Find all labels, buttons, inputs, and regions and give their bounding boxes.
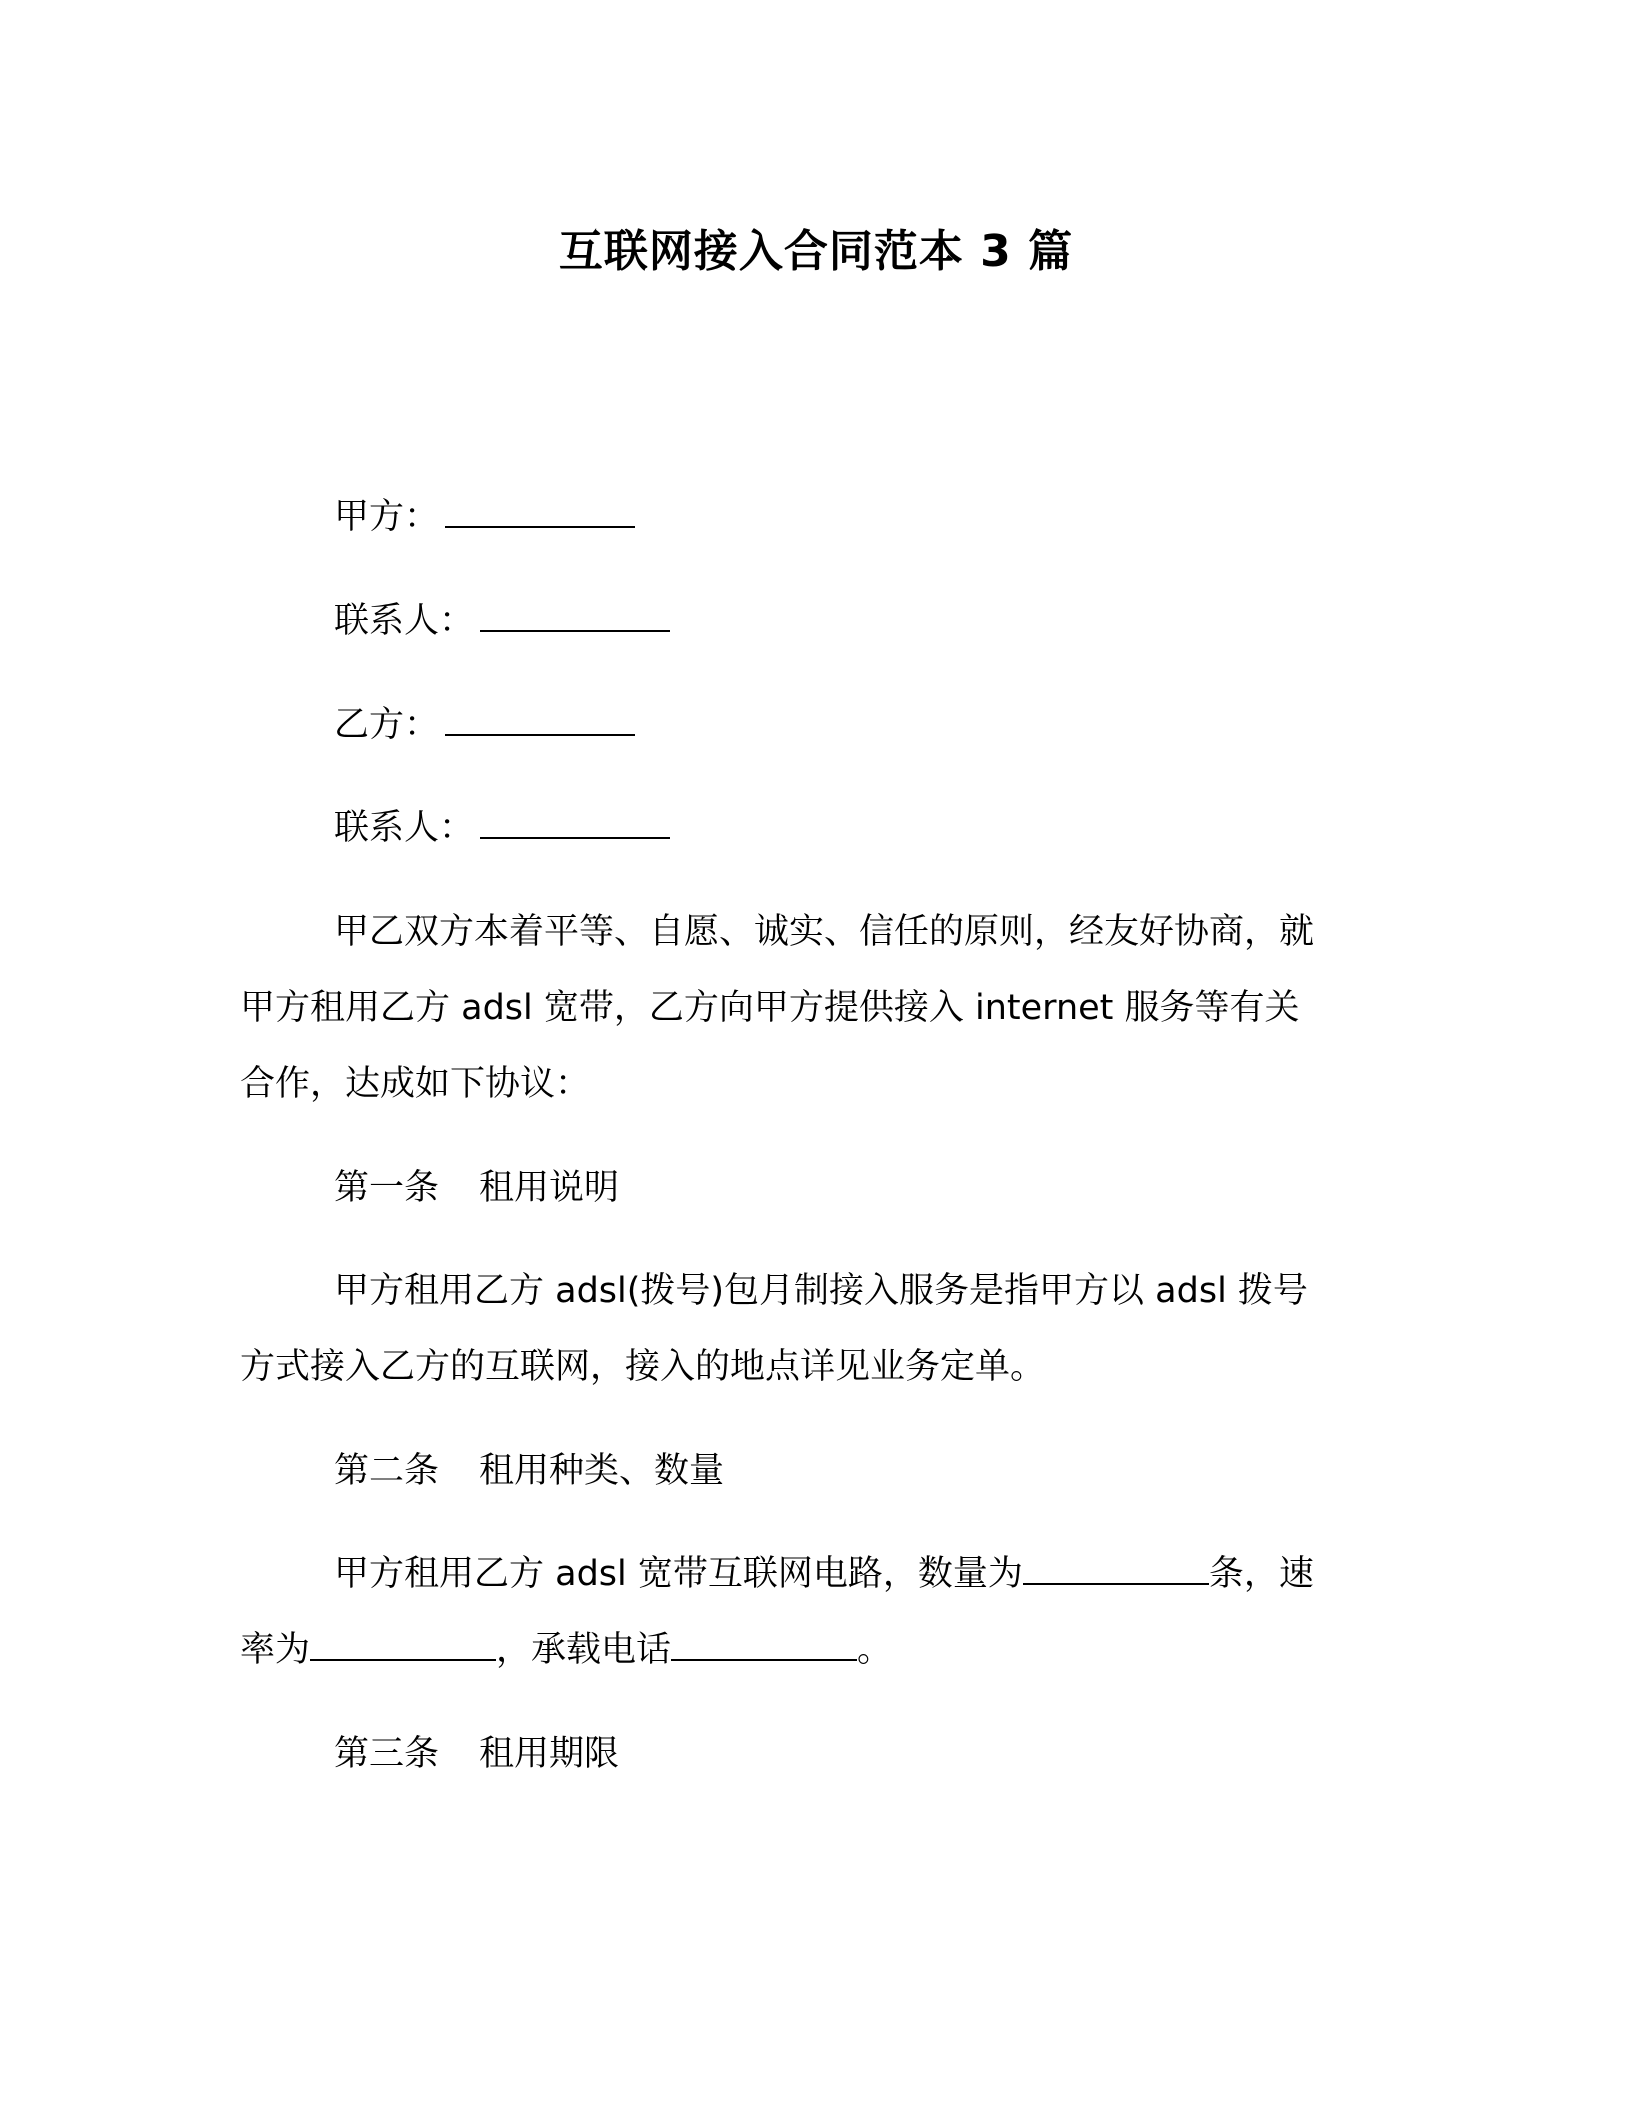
speed-blank: [310, 1627, 496, 1661]
article-3-title: 租用期限: [479, 1734, 620, 1774]
contact-a-blank: [480, 598, 670, 632]
party-b-blank: [445, 702, 635, 736]
article-2-number: 第二条: [334, 1451, 440, 1491]
contact-b-field: [334, 803, 670, 853]
quantity-blank: [1023, 1551, 1209, 1585]
intro-line-3: 合作，达成如下协议：: [240, 1064, 591, 1104]
article-2-line-1: [334, 1549, 1314, 1599]
article-1-line-1: 甲方租用乙方 adsl(拨号)包月制接入服务是指甲方以 adsl 拨号: [334, 1271, 1308, 1311]
intro-line-2: 甲方租用乙方 adsl 宽带，乙方向甲方提供接入 internet 服务等有关: [240, 988, 1300, 1028]
article-2-text-a: 甲方租用乙方 adsl 宽带互联网电路，数量为: [334, 1554, 1023, 1594]
article-2-text-b: 条，速: [1208, 1554, 1314, 1594]
document-title: 互联网接入合同范本 3 篇: [558, 226, 1074, 277]
article-2-line-2: [240, 1625, 892, 1675]
party-a-field: [334, 492, 635, 542]
intro-line-1: 甲乙双方本着平等、自愿、诚实、信任的原则，经友好协商，就: [334, 912, 1315, 952]
contact-b-blank: [480, 805, 670, 839]
article-1-heading: [334, 1163, 619, 1213]
article-2-heading: [334, 1446, 724, 1496]
phone-blank: [671, 1627, 857, 1661]
article-2-title: 租用种类、数量: [479, 1451, 725, 1491]
contact-b-label: 联系人：: [334, 808, 475, 848]
contact-a-field: [334, 596, 670, 646]
article-1-title: 租用说明: [479, 1168, 620, 1208]
article-1-number: 第一条: [334, 1168, 440, 1208]
party-a-label: 甲方：: [334, 497, 440, 537]
party-a-blank: [445, 494, 635, 528]
article-1-line-2: 方式接入乙方的互联网，接入的地点详见业务定单。: [240, 1347, 1046, 1387]
article-2-text-e: 。: [857, 1630, 893, 1670]
party-b-label: 乙方：: [334, 705, 440, 745]
article-3-number: 第三条: [334, 1734, 440, 1774]
article-3-heading: [334, 1729, 619, 1779]
article-2-text-c: 率为: [240, 1630, 311, 1670]
contact-a-label: 联系人：: [334, 601, 475, 641]
party-b-field: [334, 700, 635, 750]
article-2-text-d: ，承载电话: [496, 1630, 672, 1670]
